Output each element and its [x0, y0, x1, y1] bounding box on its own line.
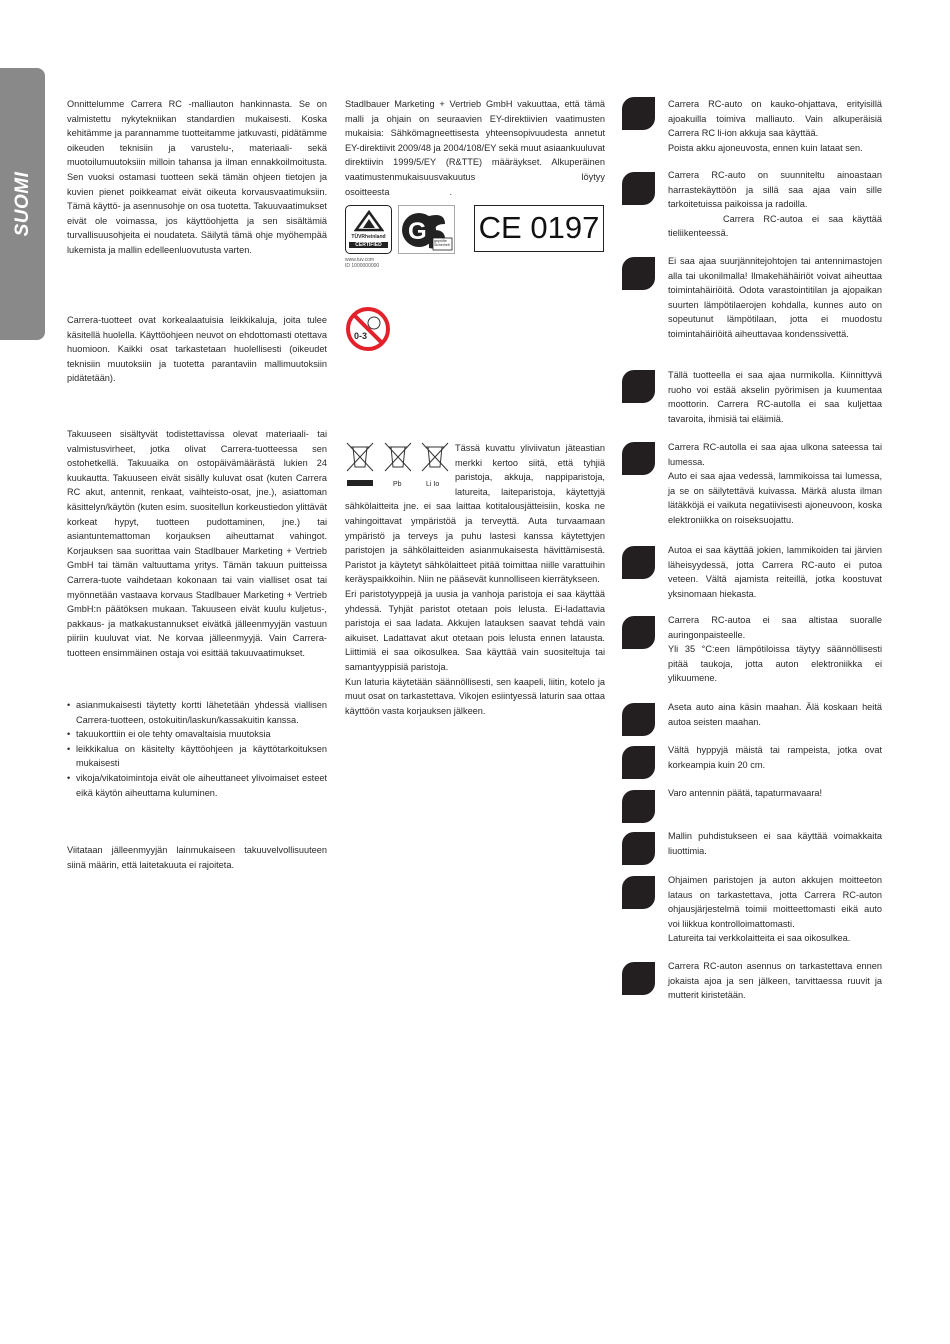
declaration-paragraph	[345, 97, 605, 199]
charger-paragraph: Kun laturia käytetään säännöllisesti, sen kaapeli, liitin, kotelo ja muut osat on tarkastettava. Vikojen esiintyessä laturin saa ottaa käyttöön vasta korjauksen jälkeen.	[345, 676, 605, 716]
warning-icon	[622, 790, 655, 823]
age-warning-icon	[345, 306, 391, 357]
warning-icon	[622, 832, 655, 865]
crossed-bin-pb-icon	[383, 441, 413, 473]
quality-paragraph: Carrera-tuotteet ovat korkealaatuisia leikkikaluja, joita tulee käsitellä huolella. Käyttöohjeen neuvot on ehdottomasti otettava huomioon. Kaikki osat tarkastetaan huolellisesti (oikeudet teknisiin muutoksiin ja tuotetta parantaviin mallimuutoksiin pidätetään).	[67, 315, 327, 384]
tuv-url: www.tuv.com	[345, 257, 375, 263]
warning-item: Vältä hyppyjä mäistä tai rampeista, jotka ovat korkeampia kuin 20 cm.	[668, 745, 882, 770]
warning-icon	[622, 370, 655, 403]
warning-icon	[622, 257, 655, 290]
list-item: • asianmukaisesti täytetty kortti lähetetään yhdessä viallisen Carrera-tuotteen, ostokuitin/laskun/kassakuitin kanssa.	[67, 698, 327, 727]
weee-symbols	[345, 441, 453, 499]
crossed-bin-liion-icon	[420, 441, 450, 473]
tuv-id: ID 1000000000	[345, 263, 380, 269]
tuv-info	[345, 257, 379, 269]
list-item: • vikoja/vikatoimintoja eivät ole aiheuttaneet ylivoimaiset esteet eikä käytön aiheuttama kuluminen.	[67, 771, 327, 800]
batteries-paragraph: Eri paristotyyppejä ja uusia ja vanhoja paristoja ei saa käyttää yhdessä. Tyhjät paristot otetaan pois lelusta. Ei-ladattavia paristoja ei saa ladata. Akkujen latauksen saavat tehdä vain aikuiset. Ladattavat akut otetaan pois lelusta ennen latausta. Liittimiä ei saa oikosulkea. Saa käyttää vain suositeltuja tai samantyyppisiä paristoja.	[345, 588, 605, 672]
warning-item: Carrera RC-autoa ei saa altistaa suoralle auringonpaisteelle. Yli 35 °C:een lämpötiloissa täytyy säännöllisesti pitää taukoja, jotta auton elektroniikka ei ylikuumene.	[668, 615, 882, 684]
warning-item: Varo antennin päätä, tapaturmavaara!	[668, 788, 823, 798]
warning-icon	[622, 876, 655, 909]
warning-icon	[622, 962, 655, 995]
warning-item: Mallin puhdistukseen ei saa käyttää voimakkaita liuottimia.	[668, 831, 882, 856]
list-item: • takuukorttiin ei ole tehty omavaltaisia muutoksia	[67, 727, 327, 742]
warranty-paragraph: Takuuseen sisältyvät todistettavissa olevat materiaali- tai valmistusvirheet, jotka olivat Carrera-tuotteessa sen ostohetkellä. Takuuaika on ostopäivämäärästä lukien 24 kuukautta. Takuuseen eivät sisälly kuluvat osat (kuten Carrera RC akut, antennit, renkaat, vaihteisto-osat, jne.), asiattoman käsittelyn/käytön (kuten esim. suositellun korkeustiedon ylittävät korkeat hypyt, tuotteen pudottaminen, jne.) tai asiantuntemattoman korjauksen aiheuttamat vahingot. Korjauksen saa suorittaa vain Stadlbauer Marketing + Vertrieb GmbH tai tämän valtuuttama yritys. Tämän takuun puitteissa Carrera-tuote vaihdetaan kokonaan tai vain vialliset osat tai myönnetään vastaava korvaus Stadlbauer Marketing + Vertrieb GmbH:n päätöksen mukaan. Takuuseen eivät kuulu kuljetus-, pakkaus- ja matkakustannukset eivätkä jälleenmyyjän vastuun piiriin kuuluvat viat. Ne korvaa jälleenmyyjä. Vain Carrera-tuotteen ensimmäinen ostaja voi esittää takuuvaatimukset.	[67, 429, 327, 658]
warning-icon	[622, 172, 655, 205]
warning-item: Carrera RC-auto on kauko-ohjattava, erityisillä ajoakuilla toimiva malliauto. Vain alkuperäisiä Carrera RC li-ion akkuja saa käyttää. Poista akku ajoneuvosta, ennen kuin lataat sen.	[668, 99, 882, 153]
crossed-bin-icon	[345, 441, 375, 473]
weee-bar	[347, 480, 373, 486]
warning-item: Ohjaimen paristojen ja auton akkujen moitteeton lataus on tarkastettava, jotta Carrera RC-auton ohjausjärjestelmä toimii moitteettomasti eikä auto voi liikkua kontrolloimattomasti. Latureita tai verkkolaitteita ei saa oikosulkea.	[668, 875, 882, 944]
warning-item: Aseta auto aina käsin maahan. Älä koskaan heitä autoa seisten maahan.	[668, 702, 882, 727]
warning-icon	[622, 442, 655, 475]
declaration-text: Stadlbauer Marketing + Vertrieb GmbH vakuuttaa, että tämä malli ja ohjain on seuraavien EY-direktiivien vaatimusten mukaisia: Sähkömagneettisesta yhteensopivuudesta annetut EY-direktiivit 2009/48 ja 2004/108/EY sekä muut asiaankuuluvat direktiivin 1999/5/EY (R&TTE) määräykset. Alkuperäinen vaatimustenmukaisuusvakuutus löytyy osoitteesta	[345, 99, 605, 197]
legal-paragraph: Viitataan jälleenmyyjän lainmukaiseen takuuvelvollisuuteen siinä määrin, että laitetakuuta ei rajoiteta.	[67, 845, 327, 870]
warning-item: Carrera RC-auto on suunniteltu ainoastaan harrastekäyttöön ja sillä saa ajaa vain sille tarkoitetuissa paikoissa ja radoilla. Carrera RC-autoa ei saa käyttää tieliikenteessä.	[668, 170, 882, 239]
warning-item: Ei saa ajaa suurjännitejohtojen tai antennimastojen alla tai ukonilmalla! Ilmakehähäiriöt voivat aiheuttaa toimintahäiriöitä. Odota varastointitilan ja ajopaikan suurten lämpötilaerojen kohdalla, kunnes auto on sopeutunut lämpötilaan, jotta ei muodostu toimintahäiriöitä aiheuttavaa kondenssivettä.	[668, 256, 882, 339]
intro-paragraph: Onnittelumme Carrera RC -malliauton hankinnasta. Se on valmistettu nykytekniikan standardien mukaisesti. Koska kehitämme ja parannamme tuotteitamme jatkuvasti, pidätämme oikeuden teknisiin ja varustelu-, materiaali- sekä muotoilumuutoksiin milloin tahansa ja ilman ennakkoilmoitusta. Sen vuoksi ostamasi tuotteen sekä tämän ohjeen tietojen ja kuvien pienet poikkeamat eivät oikeuta korvausvaatimuksiin. Tämä käyttö- ja asennusohje on osa tuotetta. Takuuvaatimukset eivät ole voimassa, jos käyttöohjetta ja sen sisältämiä turvallisuusohjeita ei noudateta. Säilytä tämä ohje myöhempää lukemista ja mallin edelleenluovutusta varten.	[67, 99, 327, 255]
declaration-end: .	[449, 186, 452, 197]
warning-icon	[622, 97, 655, 130]
list-item: • leikkikalua on käsitelty käyttöohjeen ja käyttötarkoituksen mukaisesti	[67, 742, 327, 771]
disposal-paragraph: Tässä kuvattu yliviivatun jäteastian merkki kertoo siitä, että tyhjiä paristoja, akkuja, nappiparistoja, latureita, laiteparistoja, käytettyjä sähkölaitteita jne. ei saa laittaa kotitalousjätteisiin, koska ne vahingoittavat ympäristöä ja terveyttä. Auta turvaamaan ympäristö ja terveys ja puhu lastesi kanssa käytettyjen paristojen ja sähkölaitteiden asianmukaisesta hävittämisestä. Paristot ja käytetyt sähkölaitteet pitää toimittaa niille varattuihin keräyspaikkoihin. Niin ne pääsevät kunnolliseen kierrätykseen.	[345, 443, 605, 585]
warning-icon	[622, 546, 655, 579]
language-label: SUOMI	[11, 171, 33, 237]
warning-icon	[622, 703, 655, 736]
warning-item: Autoa ei saa käyttää jokien, lammikoiden tai järvien läheisyydessä, jotta Carrera RC-auto ei putoa veteen. Vältä ajamista reiteillä, jotka koostuvat yksinomaan hiekasta.	[668, 545, 882, 599]
warning-item: Carrera RC-autolla ei saa ajaa ulkona sateessa tai lumessa. Auto ei saa ajaa vedessä, lammikoissa tai lumessa, ja se on säilytettävä kuivassa. Märkä alusta ilman lätäkköjä ei vaikuta negatiivisesti ajoneuvoon, koska elektroniikka on roiseksuojattu.	[668, 442, 882, 525]
warning-item: Tällä tuotteella ei saa ajaa nurmikolla. Kiinnittyvä ruoho voi estää akselin pyörimisen ja kuumentaa moottorin. Carrera RC-autolla ei saa kuljettaa tavaroita, ihmisiä tai eläimiä.	[668, 370, 882, 424]
ce-mark: CE 0197	[474, 205, 604, 252]
pb-label: Pb	[393, 481, 402, 488]
svg-text:G: G	[408, 218, 427, 245]
tuv-brand: TÜVRheinland	[351, 234, 386, 240]
tuv-logo	[345, 205, 392, 254]
gs-logo	[398, 205, 455, 254]
warning-icon	[622, 616, 655, 649]
language-tab	[0, 68, 45, 340]
gs-text: geprüfte Sicherheit	[434, 239, 450, 247]
age-label: 0-3	[354, 331, 368, 341]
tuv-certified: CERTIFIED	[349, 242, 388, 248]
liion-label: Li Io	[426, 481, 440, 488]
warranty-conditions-list	[67, 698, 327, 800]
disposal-section	[345, 441, 605, 718]
warning-icon	[622, 746, 655, 779]
warning-item: Carrera RC-auton asennus on tarkastettava ennen jokaista ajoa ja sen jälkeen, tarvittaessa ruuvit ja mutterit kiristetään.	[668, 961, 882, 1001]
tuv-triangle-icon	[354, 210, 384, 232]
